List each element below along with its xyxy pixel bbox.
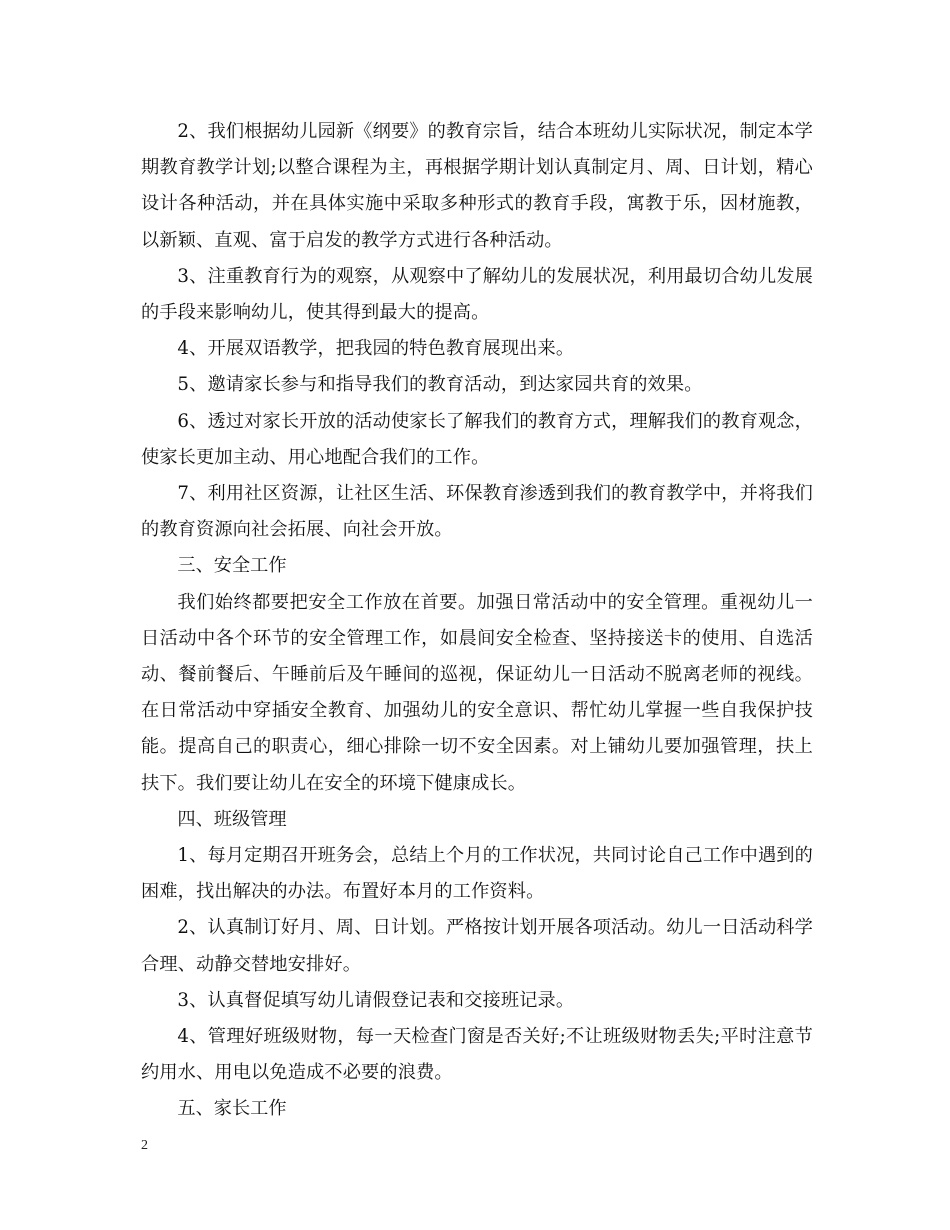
paragraph-item-5: 5、邀请家长参与和指导我们的教育活动，到达家园共育的效果。 [177,374,703,396]
management-item-4: 4、管理好班级财物，每一天检查门窗是否关好;不让班级财物丢失;平时注意节约用水、用电以免造成不必要的浪费。 [141,1026,813,1084]
paragraph-item-7: 7、利用社区资源，让社区生活、环保教育渗透到我们的教育教学中，并将我们的教育资源向社会拓展、向社会开放。 [141,483,813,541]
section-heading-class-management: 四、班级管理 [177,808,287,830]
management-item-1: 1、每月定期召开班务会，总结上个月的工作状况，共同讨论自己工作中遇到的困难，找出解决的办法。布置好本月的工作资料。 [141,845,813,903]
section-heading-parent-work: 五、家长工作 [177,1098,287,1120]
safety-paragraph: 我们始终都要把安全工作放在首要。加强日常活动中的安全管理。重视幼儿一日活动中各个环节的安全管理工作，如晨间安全检查、坚持接送卡的使用、自选活动、餐前餐后、午睡前后及午睡间的巡视，保证幼儿一日活动不脱离老师的视线。在日常活动中穿插安全教育、加强幼儿的安全意识、帮忙幼儿掌握一些自我保护技能。提高自己的职责心，细心排除一切不安全因素。对上铺幼儿要加强管理，扶上扶下。我们要让幼儿在安全的环境下健康成长。 [141,591,813,794]
management-item-3: 3、认真督促填写幼儿请假登记表和交接班记录。 [177,989,575,1011]
paragraph-item-4: 4、开展双语教学，把我园的特色教育展现出来。 [177,338,575,360]
section-heading-safety: 三、安全工作 [177,555,287,577]
paragraph-item-2: 2、我们根据幼儿园新《纲要》的教育宗旨，结合本班幼儿实际状况，制定本学期教育教学计划;以整合课程为主，再根据学期计划认真制定月、周、日计划，精心设计各种活动，并在具体实施中采取多种形式的教育手段，寓教于乐，因材施教，以新颖、直观、富于启发的教学方式进行各种活动。 [141,121,813,251]
paragraph-item-6: 6、透过对家长开放的活动使家长了解我们的教育方式，理解我们的教育观念，使家长更加主动、用心地配合我们的工作。 [141,410,813,468]
document-page [141,114,813,1128]
paragraph-item-3: 3、注重教育行为的观察，从观察中了解幼儿的发展状况，利用最切合幼儿发展的手段来影响幼儿，使其得到最大的提高。 [141,265,813,324]
management-item-2: 2、认真制订好月、周、日计划。严格按计划开展各项活动。幼儿一日活动科学合理、动静交替地安排好。 [141,917,813,975]
page-number: 2 [141,1138,148,1153]
